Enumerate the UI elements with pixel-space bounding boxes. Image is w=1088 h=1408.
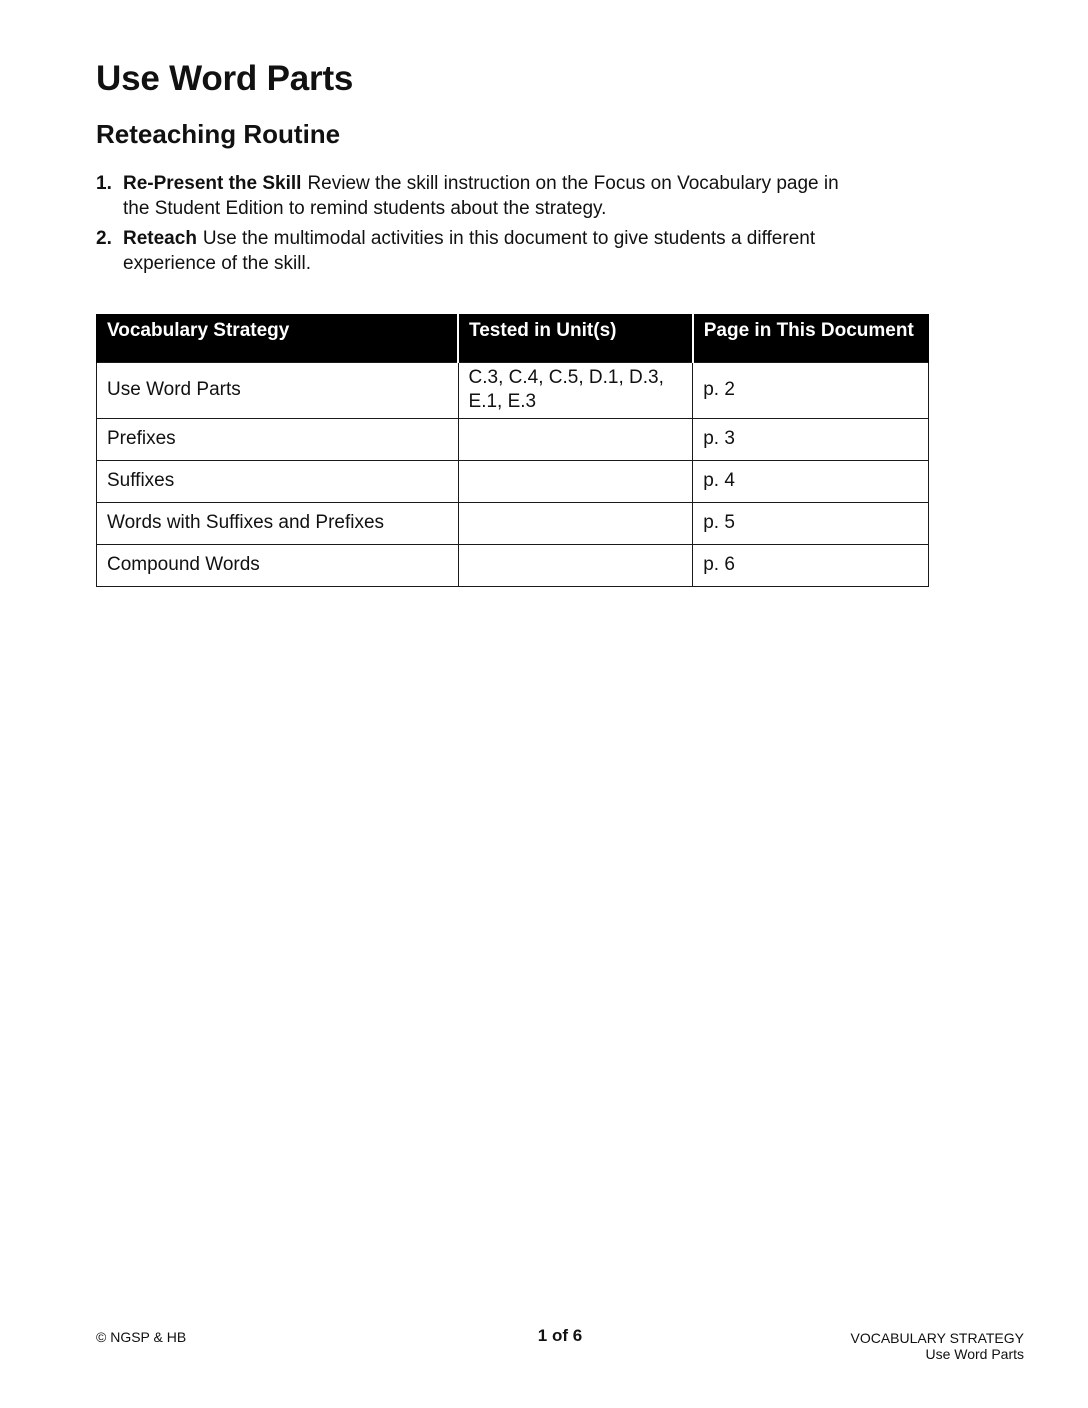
step-label: Reteach [123,228,197,249]
header-vocabulary-strategy: Vocabulary Strategy [97,314,459,362]
step-item [96,171,856,221]
cell-strategy: Words with Suffixes and Prefixes [97,502,459,544]
table-header-row [97,314,929,362]
routine-steps [96,171,856,281]
cell-units [458,418,693,460]
footer-document-label [851,1330,1025,1362]
page-title: Use Word Parts [96,59,354,98]
cell-page: p. 3 [693,418,929,460]
step-item [96,226,856,276]
cell-page: p. 5 [693,502,929,544]
vocabulary-strategy-table [96,314,929,587]
cell-strategy: Compound Words [97,544,459,586]
cell-strategy: Suffixes [97,460,459,502]
step-text: Use the multimodal activities in this document to give students a different experience of the skill. [123,228,816,274]
table-row [97,502,929,544]
step-text: Review the skill instruction on the Focus on Vocabulary page in the Student Edition to remind students about the strategy. [123,173,839,219]
step-label: Re-Present the Skill [123,173,302,194]
table-row [97,544,929,586]
cell-units [458,544,693,586]
cell-page: p. 4 [693,460,929,502]
cell-page: p. 6 [693,544,929,586]
cell-units [458,460,693,502]
cell-strategy: Prefixes [97,418,459,460]
cell-strategy: Use Word Parts [97,362,459,418]
table-row [97,460,929,502]
footer-category: VOCABULARY STRATEGY [850,1330,1024,1346]
cell-units [458,502,693,544]
header-page-in-document: Page in This Document [693,314,929,362]
footer-page-number: 1 of 6 [537,1326,583,1345]
cell-page: p. 2 [693,362,929,418]
header-tested-in-units: Tested in Unit(s) [458,314,693,362]
table-row [97,362,929,418]
footer-copyright: © NGSP & HB [96,1329,187,1345]
step-number: 1. [96,173,112,194]
footer-topic: Use Word Parts [925,1346,1024,1362]
cell-units: C.3, C.4, C.5, D.1, D.3, E.1, E.3 [458,362,693,418]
section-title: Reteaching Routine [96,119,341,149]
step-number: 2. [96,228,112,249]
table-row [97,418,929,460]
